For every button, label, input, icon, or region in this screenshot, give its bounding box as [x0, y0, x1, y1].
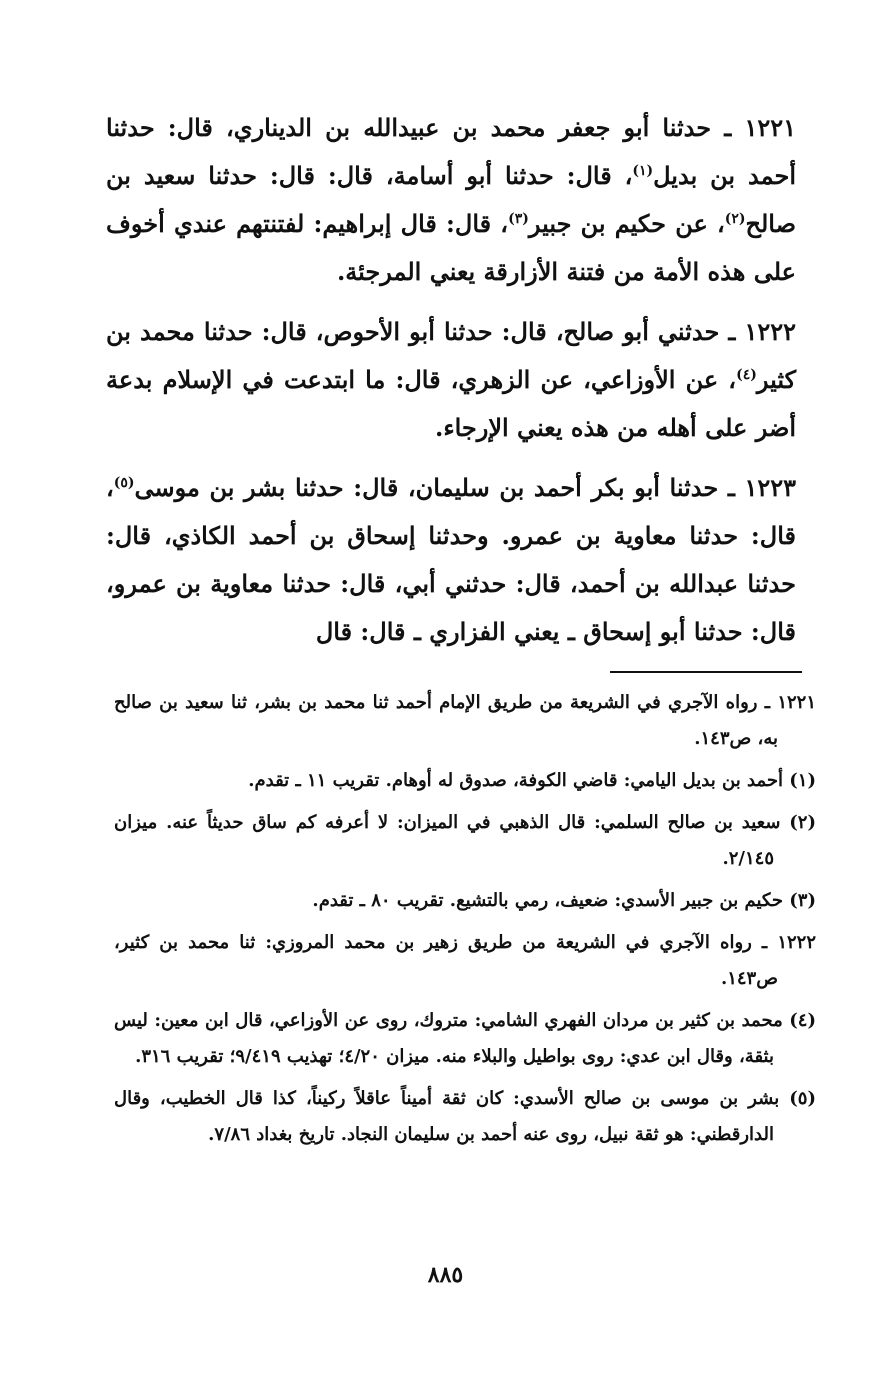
footnote-text: محمد بن كثير بن مردان الفهري الشامي: متروك، روى عن الأوزاعي، قال ابن معين: ليس بثقة، وقال ابن عدي: روى بواطيل والبلاء منه. ميزان ٤/٢٠؛ تهذيب ٩/٤١٩؛ تقريب ٣١٦. — [114, 1010, 783, 1067]
hadith-text: ، عن حكيم بن جبير — [528, 209, 725, 238]
main-text — [106, 104, 796, 668]
hadith-text: حدثني أبو صالح، قال: حدثنا أبو الأحوص، قال: حدثنا محمد بن كثير — [106, 317, 796, 394]
footnote-ref: (١) — [632, 163, 654, 179]
hadith-text: حدثنا أبو بكر أحمد بن سليمان، قال: حدثنا بشر بن موسى — [134, 473, 719, 502]
hadith-paragraph-1221 — [106, 104, 796, 296]
footnote-ref: (٥) — [113, 475, 135, 491]
hadith-paragraph-1223 — [106, 464, 796, 656]
footnote-item — [114, 805, 816, 877]
footnote-text: سعيد بن صالح السلمي: قال الذهبي في الميزان: لا أعرفه كم ساق حديثاً عنه. ميزان ٢/١٤٥. — [114, 812, 781, 869]
hadith-text: ، قال: حدثنا معاوية بن عمرو. وحدثنا إسحاق بن أحمد الكاذي، قال: حدثنا عبدالله بن أحمد، قال: حدثني أبي، قال: حدثنا معاوية بن عمرو، قال: حدثنا أبو إسحاق ـ يعني الفزاري ـ قال: قال — [106, 473, 796, 646]
hadith-number: ١٢٢٣ ـ — [727, 473, 796, 502]
footnote-label: ١٢٢٢ — [777, 932, 816, 953]
footnote-item — [114, 763, 816, 799]
footnote-item — [114, 1003, 816, 1075]
footnote-text: أحمد بن بديل اليامي: قاضي الكوفة، صدوق له أوهام. تقريب ١١ ـ تقدم. — [248, 770, 783, 791]
hadith-number: ١٢٢٢ ـ — [728, 317, 796, 346]
footnote-item — [114, 685, 816, 757]
footnote-label: ١٢٢١ — [777, 692, 816, 713]
hadith-text: حدثنا أبو جعفر محمد بن عبيدالله بن الديناري، قال: حدثنا أحمد بن بديل — [106, 113, 796, 190]
hadith-number: ١٢٢١ ـ — [724, 113, 797, 142]
footnote-text: ـ رواه الآجري في الشريعة من طريق الإمام أحمد ثنا محمد بن بشر، ثنا سعيد بن صالح به، ص١٤٣. — [114, 692, 778, 749]
footnote-ref: (٢) — [724, 211, 746, 227]
footnote-item — [114, 925, 816, 997]
footnote-text: بشر بن موسى بن صالح الأسدي: كان ثقة أميناً عاقلاً ركيناً، كذا قال الخطيب، وقال الدارقطني: هو ثقة نبيل، روى عنه أحمد بن سليمان النجاد. تاريخ بغداد ٧/٨٦. — [114, 1088, 780, 1145]
footnote-ref: (٣) — [508, 211, 529, 227]
hadith-text: ، قال: حدثنا أبو أسامة، قال: قال: حدثنا سعيد بن صالح — [106, 161, 796, 238]
hadith-text: ، قال: قال إبراهيم: لفتنتهم عندي أخوف على هذه الأمة من فتنة الأزارقة يعني المرجئة. — [106, 209, 796, 286]
footnote-label: (٢) — [789, 812, 816, 833]
footnote-label: (١) — [789, 770, 816, 791]
footnote-label: (٣) — [789, 890, 816, 911]
hadith-text: ، عن الأوزاعي، عن الزهري، قال: ما ابتدعت في الإسلام بدعة أضر على أهله من هذه يعني الإرجاء. — [106, 365, 796, 442]
footnotes — [114, 685, 816, 1159]
footnote-item — [114, 883, 816, 919]
hadith-paragraph-1222 — [106, 308, 796, 452]
footnote-ref: (٤) — [736, 367, 757, 383]
footnote-label: (٤) — [789, 1010, 816, 1031]
footnote-text: حكيم بن جبير الأسدي: ضعيف، رمي بالتشيع. تقريب ٨٠ ـ تقدم. — [312, 890, 783, 911]
page-number: ٨٨٥ — [427, 1262, 464, 1288]
footnote-item — [114, 1081, 816, 1153]
footnote-separator — [610, 671, 802, 673]
footnote-text: ـ رواه الآجري في الشريعة من طريق زهير بن محمد المروزي: ثنا محمد بن كثير، ص١٤٣. — [114, 932, 778, 989]
footnote-label: (٥) — [789, 1088, 816, 1109]
